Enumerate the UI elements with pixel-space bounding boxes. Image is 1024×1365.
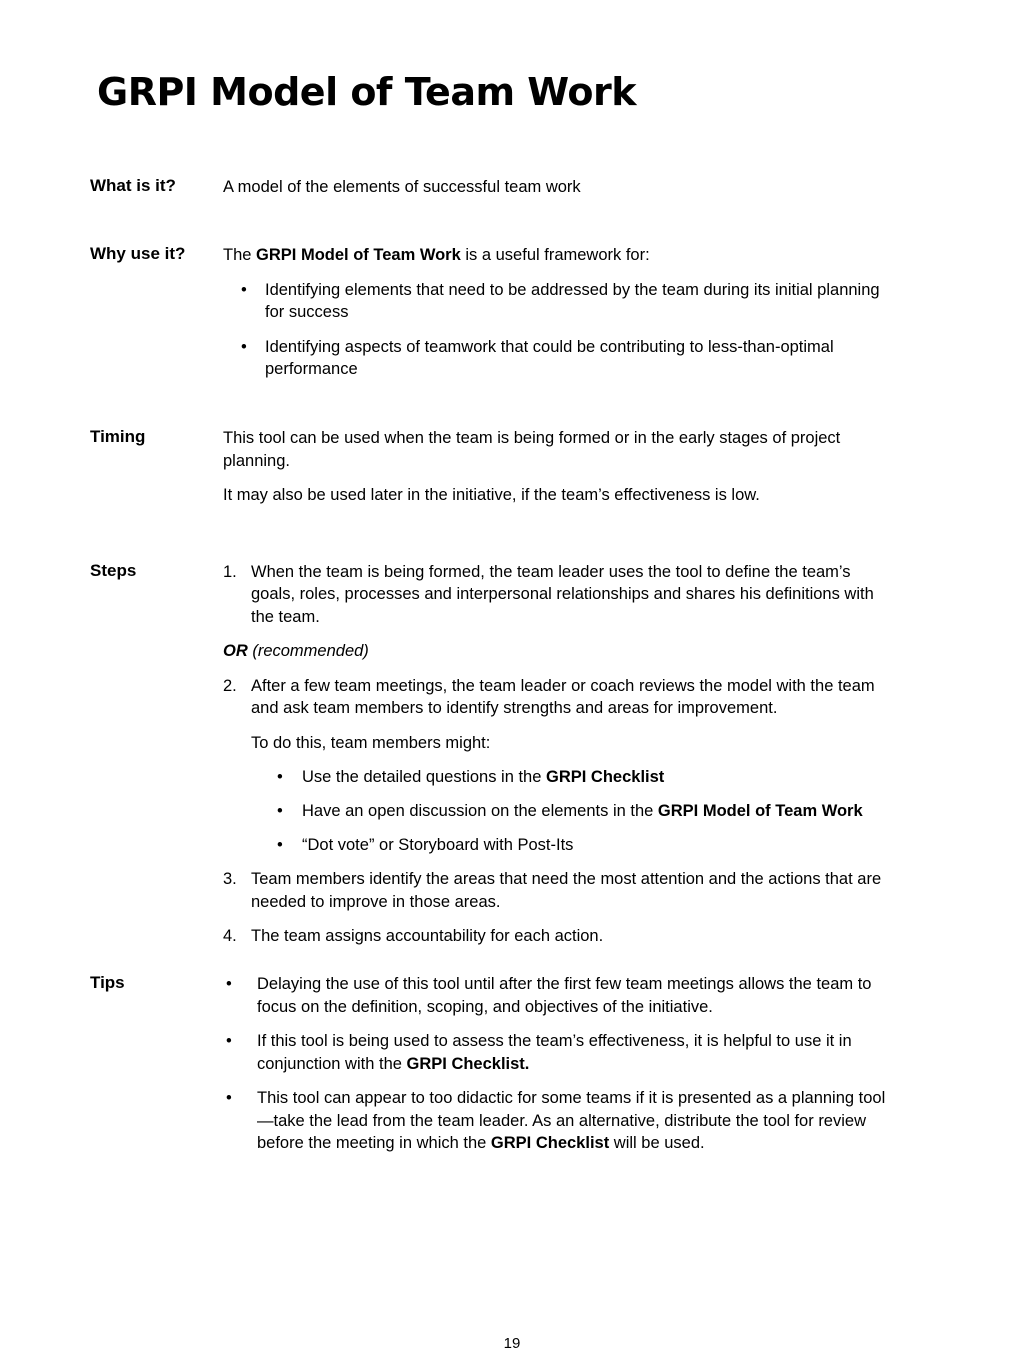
- step-4-line-1: The team assigns accountability for each action.: [251, 927, 604, 945]
- step-2-bullet-1: Use the detailed questions in the GRPI Checklist: [302, 768, 665, 786]
- bullet-icon: •: [241, 281, 247, 299]
- what-text: A model of the elements of successful team work: [223, 178, 581, 196]
- tip-3-line-3: before the meeting in which the GRPI Checklist will be used.: [257, 1134, 705, 1152]
- tip-3-line-2: —take the lead from the team leader. As an alternative, distribute the tool for review: [257, 1112, 866, 1130]
- steps-label: Steps: [90, 561, 137, 580]
- step-1-line-2: goals, roles, processes and interpersonal relationships and shares his definitions with: [251, 585, 874, 603]
- what-label: What is it?: [90, 176, 176, 195]
- bullet-icon: •: [277, 836, 283, 854]
- bullet-icon: •: [226, 1032, 232, 1050]
- why-intro-bold: GRPI Model of Team Work: [256, 246, 461, 264]
- timing-p1-line-2: planning.: [223, 452, 290, 470]
- bullet-icon: •: [277, 802, 283, 820]
- why-bullet-1-line-2: for success: [265, 303, 349, 321]
- bullet-icon: •: [277, 768, 283, 786]
- page-title: GRPI Model of Team Work: [97, 70, 636, 114]
- step-2-bullet-2: Have an open discussion on the elements in the GRPI Model of Team Work: [302, 802, 863, 820]
- bullet-icon: •: [226, 975, 232, 993]
- step-3-line-1: Team members identify the areas that need the most attention and the actions that are: [251, 870, 882, 888]
- tip-2-line-2: conjunction with the GRPI Checklist.: [257, 1055, 530, 1073]
- step-4-number: 4.: [223, 927, 237, 945]
- timing-p1-line-1: This tool can be used when the team is being formed or in the early stages of project: [223, 429, 841, 447]
- step-3-line-2: needed to improve in those areas.: [251, 893, 501, 911]
- why-bullet-2-line-1: Identifying aspects of teamwork that could be contributing to less-than-optimal: [265, 338, 834, 356]
- step-1-line-1: When the team is being formed, the team leader uses the tool to define the team’s: [251, 563, 851, 581]
- timing-p2: It may also be used later in the initiative, if the team’s effectiveness is low.: [223, 486, 760, 504]
- why-intro: The GRPI Model of Team Work is a useful framework for:: [223, 246, 650, 264]
- why-bullet-1-line-1: Identifying elements that need to be addressed by the team during its initial planning: [265, 281, 880, 299]
- tip-1-line-1: Delaying the use of this tool until after the first few team meetings allows the team to: [257, 975, 872, 993]
- bullet-icon: •: [241, 338, 247, 356]
- step-2-line-1: After a few team meetings, the team leader or coach reviews the model with the team: [251, 677, 875, 695]
- or-recommended: OR (recommended): [223, 642, 369, 660]
- step-2-line-2: and ask team members to identify strengths and areas for improvement.: [251, 699, 778, 717]
- tips-label: Tips: [90, 973, 125, 992]
- step-2-sub: To do this, team members might:: [251, 734, 491, 752]
- page-number: 19: [503, 1335, 521, 1352]
- step-3-number: 3.: [223, 870, 237, 888]
- step-2-number: 2.: [223, 677, 237, 695]
- step-1-line-3: the team.: [251, 608, 320, 626]
- timing-label: Timing: [90, 427, 146, 446]
- tip-1-line-2: focus on the definition, scoping, and objectives of the initiative.: [257, 998, 713, 1016]
- step-1-number: 1.: [223, 563, 237, 581]
- bullet-icon: •: [226, 1089, 232, 1107]
- tip-3-line-1: This tool can appear to too didactic for some teams if it is presented as a planning tool: [257, 1089, 886, 1107]
- tip-2-line-1: If this tool is being used to assess the team’s effectiveness, it is helpful to use it in: [257, 1032, 852, 1050]
- why-label: Why use it?: [90, 244, 186, 263]
- step-2-bullet-3: “Dot vote” or Storyboard with Post-Its: [302, 836, 574, 854]
- why-bullet-2-line-2: performance: [265, 360, 358, 378]
